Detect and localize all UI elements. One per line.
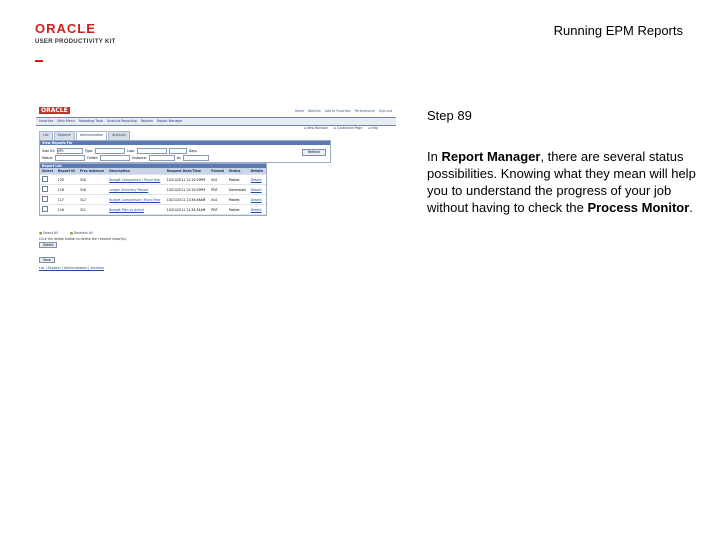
- save-button[interactable]: Save: [39, 257, 55, 263]
- col-description: Description: [107, 168, 165, 175]
- worklist-link[interactable]: Worklist: [308, 109, 321, 113]
- row-checkbox[interactable]: [42, 206, 48, 212]
- status-select[interactable]: [55, 155, 85, 161]
- description-link[interactable]: Ledger Summary Report: [107, 185, 165, 195]
- format-cell: XLS: [209, 195, 227, 205]
- instance-cell: 311: [78, 205, 107, 215]
- filter-title: View Reports For: [40, 141, 330, 145]
- home-link[interactable]: Home: [294, 109, 305, 113]
- selection-links: [39, 231, 93, 235]
- app-header: [36, 106, 396, 116]
- description-link[interactable]: Budget Comparison / Fiscal Year: [107, 195, 165, 205]
- menu-favorites[interactable]: Favorites: [39, 119, 54, 123]
- slide-title: Running EPM Reports: [553, 23, 683, 38]
- add-favorites-link[interactable]: Add to Favorites: [324, 109, 351, 113]
- tab-administration[interactable]: Administration: [76, 131, 107, 141]
- instance-cell: 316: [78, 185, 107, 195]
- tab-list[interactable]: List: [39, 131, 53, 141]
- step-description: [427, 148, 697, 216]
- row-select-cell: [40, 195, 56, 205]
- user-id-input[interactable]: [57, 148, 83, 154]
- report-id-cell: 118: [56, 185, 78, 195]
- select-all-link[interactable]: ■ Select All: [39, 231, 58, 235]
- request-date-cell: 10/21/2011 12:10:29PM: [165, 175, 209, 185]
- app-brand-logo: ORACLE: [41, 107, 68, 114]
- folder-select[interactable]: [100, 155, 130, 161]
- status-cell: Posted: [227, 205, 249, 215]
- last-label: Last:: [127, 149, 135, 153]
- menu-reporting-tools[interactable]: Reporting Tools: [78, 119, 104, 123]
- desc-bold-process-monitor: Process Monitor: [587, 200, 690, 215]
- logo-accent-bar: [35, 60, 43, 62]
- col-report-id: Report ID: [56, 168, 78, 175]
- col-prcs-instance: Prcs Instance: [78, 168, 107, 175]
- sign-out-link[interactable]: Sign out: [378, 109, 392, 113]
- format-cell: XLS: [209, 175, 227, 185]
- menu-report-manager[interactable]: Report Manager: [157, 119, 183, 123]
- type-select[interactable]: [95, 148, 125, 154]
- col-select: Select: [40, 168, 56, 175]
- delete-button[interactable]: Delete: [39, 242, 57, 248]
- request-date-cell: 10/21/2011 11:36:48AM: [165, 195, 209, 205]
- col-request-date: Request Date/Time: [165, 168, 209, 175]
- logo-oracle-text: ORACLE: [35, 21, 96, 36]
- status-label: Status:: [42, 156, 54, 160]
- new-window-link[interactable]: ▪ New Window: [304, 126, 328, 130]
- desc-text-3: .: [689, 200, 693, 215]
- col-status: Status: [227, 168, 249, 175]
- report-id-cell: 116: [56, 205, 78, 215]
- col-details: Details: [249, 168, 266, 175]
- delete-hint: Click the delete button to delete the checked report(s).: [39, 237, 128, 241]
- request-date-cell: 10/21/2011 12:10:29PM: [165, 185, 209, 195]
- row-select-cell: [40, 205, 56, 215]
- http-link[interactable]: ▪ http: [368, 126, 378, 130]
- performance-link[interactable]: Performance: [354, 109, 375, 113]
- instance-cell: 316: [78, 175, 107, 185]
- instance-cell: 312: [78, 195, 107, 205]
- step-label: Step 89: [427, 108, 472, 123]
- request-date-cell: 10/21/2011 11:34:34AM: [165, 205, 209, 215]
- details-link[interactable]: Details: [249, 175, 266, 185]
- status-cell: Posted: [227, 175, 249, 185]
- instance-to-input[interactable]: [183, 155, 209, 161]
- logo-upk-text: USER PRODUCTIVITY KIT: [35, 39, 116, 45]
- report-manager-screenshot: [36, 106, 396, 274]
- user-id-label: User ID:: [42, 149, 55, 153]
- app-menubar: [36, 117, 396, 126]
- row-checkbox[interactable]: [42, 186, 48, 192]
- report-table: [40, 168, 266, 215]
- format-cell: PDF: [209, 205, 227, 215]
- details-link[interactable]: Details: [249, 185, 266, 195]
- report-id-cell: 117: [56, 195, 78, 205]
- report-list-grid: [39, 163, 267, 216]
- menu-reports[interactable]: Reports: [140, 119, 154, 123]
- deselect-all-link[interactable]: ■ Deselect All: [70, 231, 93, 235]
- desc-text-1: In: [427, 149, 442, 164]
- folder-label: Folder:: [87, 156, 99, 160]
- row-checkbox[interactable]: [42, 176, 48, 182]
- days-input[interactable]: [169, 148, 187, 154]
- desc-bold-report-manager: Report Manager: [441, 149, 541, 164]
- filter-row-1: [42, 148, 197, 154]
- desc-text-2: , there are several status possibilities. Knowing what they mean will help you to understand the progress of your job without having to check the: [427, 149, 696, 215]
- oracle-upk-logo: [35, 22, 125, 48]
- report-id-cell: 120: [56, 175, 78, 185]
- table-row: [40, 175, 266, 185]
- status-cell: Generated: [227, 185, 249, 195]
- last-select[interactable]: [137, 148, 167, 154]
- row-select-cell: [40, 185, 56, 195]
- report-list-title: Report List: [40, 164, 266, 168]
- description-link[interactable]: Budget Comparison / Fiscal Year: [107, 175, 165, 185]
- description-link[interactable]: Budget Plan vs Actual: [107, 205, 165, 215]
- customize-page-link[interactable]: ▪ Customize Page: [334, 126, 363, 130]
- view-reports-filter: [39, 140, 331, 163]
- format-cell: PDF: [209, 185, 227, 195]
- row-checkbox[interactable]: [42, 196, 48, 202]
- menu-main[interactable]: Main Menu: [57, 119, 75, 123]
- user-id-value: VP1: [57, 149, 64, 153]
- days-label: Days: [188, 149, 197, 153]
- menu-analysis-reporting[interactable]: Analysis Reporting: [107, 119, 137, 123]
- col-format: Format: [209, 168, 227, 175]
- instance-label: Instance:: [132, 156, 147, 160]
- instance-from-input[interactable]: [149, 155, 175, 161]
- details-link[interactable]: Details: [249, 195, 266, 205]
- type-label: Type:: [84, 149, 94, 153]
- table-row: [40, 205, 266, 215]
- details-link[interactable]: Details: [249, 205, 266, 215]
- table-row: [40, 185, 266, 195]
- status-cell: Posted: [227, 195, 249, 205]
- user-links: [295, 109, 392, 113]
- filter-row-2: [42, 155, 209, 161]
- table-row: [40, 195, 266, 205]
- page-actions: [304, 126, 378, 130]
- footer-links[interactable]: List | Explorer | Administration | Archives: [39, 266, 105, 270]
- refresh-button[interactable]: Refresh: [302, 149, 326, 156]
- row-select-cell: [40, 175, 56, 185]
- tab-explorer[interactable]: Explorer: [54, 131, 75, 141]
- tab-archives[interactable]: Archives: [108, 131, 130, 141]
- to-label: to:: [176, 156, 182, 160]
